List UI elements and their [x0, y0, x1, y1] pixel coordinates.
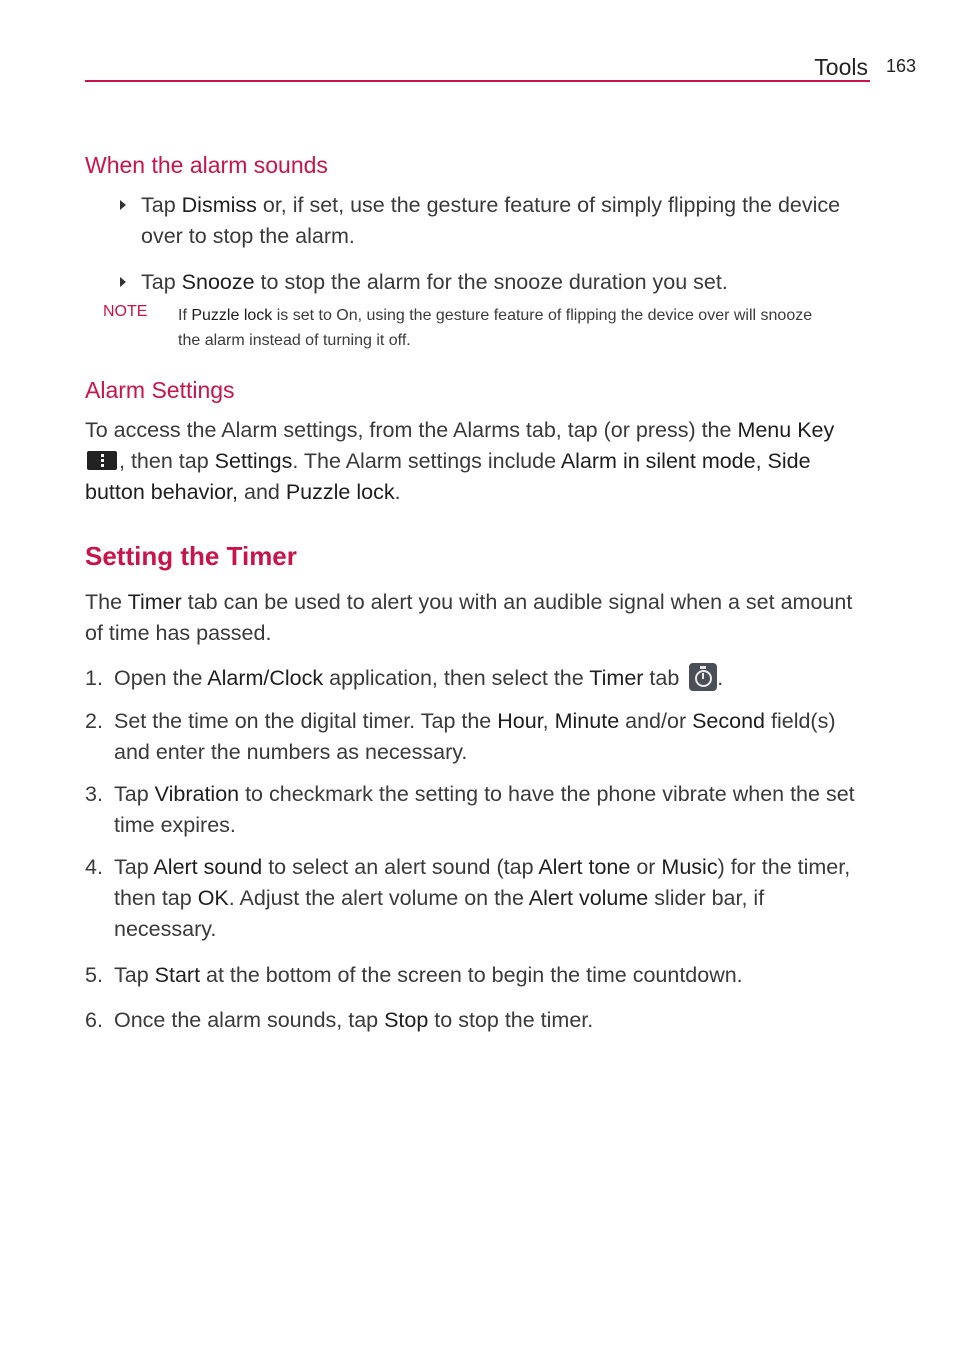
term-puzzle-lock: Puzzle lock [285, 480, 395, 504]
term-menu-key: Menu Key [737, 418, 835, 442]
term-timer: Timer [127, 590, 182, 614]
step-3: 3. Tap Vibration to checkmark the setting to have the phone vibrate when the set time expires. [85, 779, 870, 841]
step-number: 3. [85, 782, 103, 806]
heading-alarm-settings: Alarm Settings [85, 377, 235, 403]
bullet-arrow-icon [120, 200, 126, 210]
bullet-dismiss: Tap Dismiss or, if set, use the gesture feature of simply flipping the device over to stop the alarm. [120, 190, 860, 252]
step-number: 6. [85, 1008, 103, 1032]
step-4: 4. Tap Alert sound to select an alert sound (tap Alert tone or Music) for the timer, then tap OK. Adjust the alert volume on the Alert volume slider bar, if necessary. [85, 852, 870, 945]
step-number: 2. [85, 709, 103, 733]
heading-setting-the-timer: Setting the Timer [85, 541, 297, 571]
step-number: 5. [85, 963, 103, 987]
step-6: 6. Once the alarm sounds, tap Stop to stop the timer. [85, 1005, 870, 1036]
term-dismiss: Dismiss [181, 193, 257, 217]
bullet-snooze: Tap Snooze to stop the alarm for the snooze duration you set. [120, 267, 860, 298]
menu-key-icon [87, 451, 117, 470]
bullet-arrow-icon [120, 277, 126, 287]
step-number: 4. [85, 855, 103, 879]
alarm-settings-paragraph: To access the Alarm settings, from the Alarms tab, tap (or press) the Menu Key , then tap Settings. The Alarm settings include Alarm in silent mode, Side button behavior, and Puzzle lock. [85, 418, 835, 504]
page-number: 163 [886, 56, 917, 76]
term-alarm-options: Alarm in silent mode, Side button behavior, [85, 449, 811, 504]
note-label: NOTE [103, 303, 148, 320]
step-number: 1. [85, 666, 103, 690]
header-rule [85, 80, 870, 82]
step-2: 2. Set the time on the digital timer. Tap the Hour, Minute and/or Second field(s) and enter the numbers as necessary. [85, 706, 870, 768]
term-snooze: Snooze [181, 270, 255, 294]
step-1: 1. Open the Alarm/Clock application, then select the Timer tab . [85, 663, 870, 694]
timer-tab-icon [689, 663, 717, 691]
note-text: If Puzzle lock is set to On, using the gesture feature of flipping the device over will snooze the alarm instead of turning it off. [178, 307, 813, 349]
heading-when-alarm-sounds: When the alarm sounds [85, 152, 328, 178]
step-5: 5. Tap Start at the bottom of the screen to begin the time countdown. [85, 960, 870, 991]
term-settings: Settings [214, 449, 293, 473]
timer-intro-paragraph: The Timer tab can be used to alert you with an audible signal when a set amount of time has passed. [85, 590, 853, 645]
running-header-section: Tools [814, 54, 868, 80]
term-puzzle-lock: Puzzle lock [191, 307, 273, 324]
